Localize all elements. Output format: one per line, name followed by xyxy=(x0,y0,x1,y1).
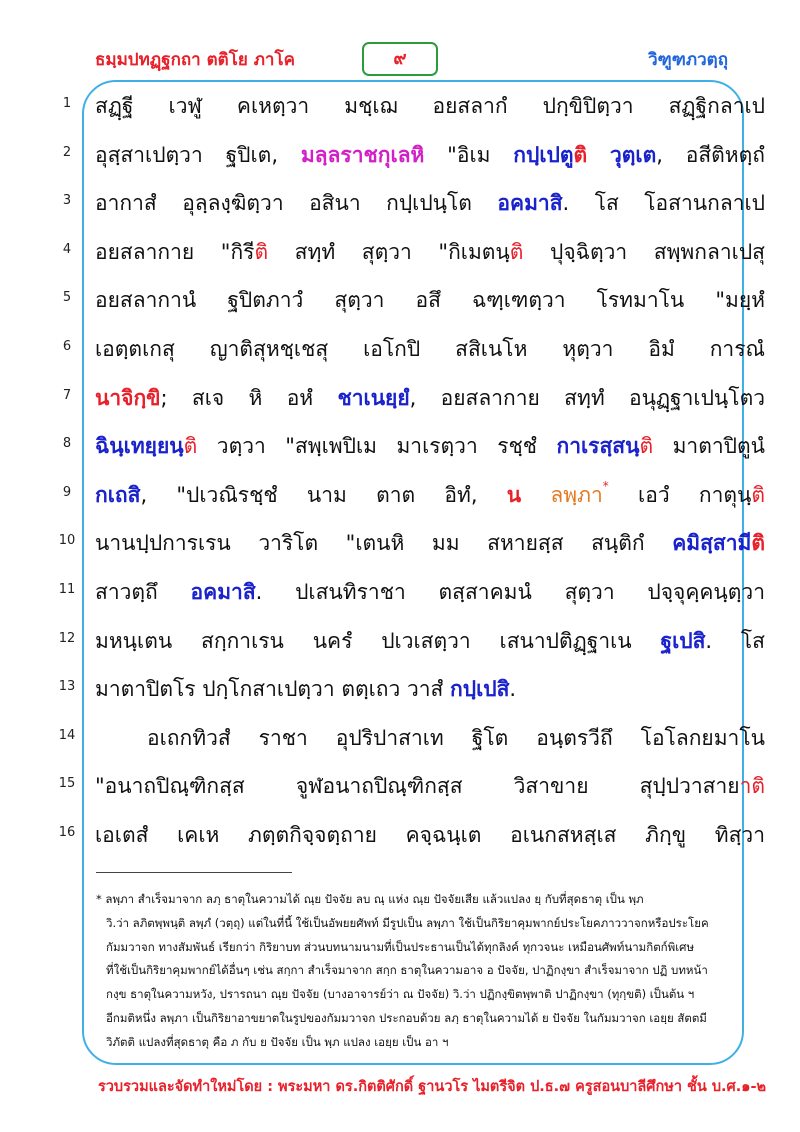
line-number: 15 xyxy=(58,776,76,792)
footnote-line: ที่ใช้เป็นกิริยาคุมพากย์ได้อื่นๆ เช่น สกฺกา สำเร็จมาจาก สกฺก ธาตุในความอาจ อ ปัจจัย, ปาฏิกงฺขา สำเร็จมาจาก ปฏิ บทหน้า xyxy=(106,963,708,978)
page-number-box: ๙ xyxy=(362,42,438,76)
text-segment: , อยสลากาย สทฺทํ อนุฏฺฐาเปนฺโตว xyxy=(409,385,766,410)
text-segment: . โส โอสานกลาเป xyxy=(562,191,765,216)
line-number: 11 xyxy=(58,582,76,597)
text-segment: ; สเจ หิ อหํ xyxy=(160,385,338,410)
highlighted-word: ติ xyxy=(639,434,654,459)
line-text xyxy=(95,625,765,658)
text-segment: อากาสํ อุลฺลงฺฆิตฺวา อสินา กปฺเปนฺโต xyxy=(95,191,498,216)
text-line xyxy=(40,519,800,567)
text-segment: สทฺทํ สุตฺวา "กิเมตนฺ xyxy=(268,239,510,264)
text-line xyxy=(40,422,800,470)
highlighted-word: น xyxy=(506,482,522,507)
highlighted-word: ติ xyxy=(751,482,766,507)
text-segment: "อิเม xyxy=(424,142,514,167)
text-segment: มาตาปิตโร ปกฺโกสาเปตฺวา ตตฺเถว วาสํ xyxy=(95,677,451,702)
text-segment: อเถกทิวสํ ราชา อุปริปาสาเท ฐิโต อนฺตรวีถึ โอโลกยมาโน xyxy=(147,725,765,750)
line-number: 8 xyxy=(62,436,72,452)
text-segment: , อสีติหตฺถํ xyxy=(656,142,765,167)
text-segment: มหนฺเตน สกฺกาเรน นครํ ปเวเสตฺวา เสนาปติฏฺฐาเน xyxy=(95,628,661,653)
text-line xyxy=(40,665,800,713)
highlighted-word: วุตฺเต xyxy=(609,142,657,167)
highlighted-word: อคมาสิ xyxy=(190,580,256,604)
line-number: 6 xyxy=(62,339,72,354)
footnote-line: วิภัตติ แปลงที่สุดธาตุ คือ ภ กับ ย ปัจจัย เป็น พฺภ แปลง เอยฺย เป็น อา ฯ xyxy=(106,1034,449,1049)
highlighted-word: คมิสฺสามี xyxy=(672,531,752,556)
highlighted-word: ติ xyxy=(751,531,765,556)
highlighted-word: กปฺเปตู xyxy=(513,142,574,167)
line-number: 3 xyxy=(62,193,72,209)
text-segment: อุสฺสาเปตฺวา ฐปิเต, xyxy=(95,142,301,167)
line-text xyxy=(95,430,765,463)
footer-credit: รวบรวมและจัดทำใหม่โดย : พระมหา ดร.กิตติศักดิ์ ฐานวโร ไมตรีจิต ป.ธ.๗ ครูสอนบาลีศึกษา ชั้น บ.ศ.๑-๒ xyxy=(98,1079,767,1095)
header-right-title: วิฑูฑภวตฺถุ xyxy=(648,50,728,70)
text-segment: เอตฺตเกสุ ญาติสุหชฺเชสุ เอโกปิ สสิเนโห หุตฺวา อิมํ การณํ xyxy=(95,337,765,361)
line-text xyxy=(95,576,765,609)
text-segment: วตฺวา "สพฺเพปิเม มาเรตฺวา รชฺชํ xyxy=(197,434,557,459)
line-number: 2 xyxy=(62,144,72,160)
text-segment xyxy=(587,143,610,167)
line-text xyxy=(95,382,765,415)
line-number: 14 xyxy=(58,727,76,743)
line-text xyxy=(95,139,765,172)
text-line xyxy=(40,82,800,130)
highlighted-word: ลพฺภา xyxy=(550,482,603,507)
line-text xyxy=(95,187,765,220)
line-text xyxy=(95,479,765,512)
highlighted-word: ฉินฺเทยฺยนฺ xyxy=(95,434,184,459)
footnote-line: * ลพฺภา สำเร็จมาจาก ลภฺ ธาตุในความได้ ณฺย ปัจจัย ลบ ณฺ แห่ง ณฺย ปัจจัยเสีย แล้วแปลง ยฺ กับที่สุดธาตุ เป็น พฺภ xyxy=(96,892,644,906)
line-number: 12 xyxy=(58,630,76,646)
text-line xyxy=(40,714,800,762)
text-line xyxy=(40,276,800,324)
text-segment: "อนาถปิณฺฑิกสฺส จูฬอนาถปิณฺฑิกสฺส วิสาขาย สุปฺปวาสาย xyxy=(95,774,740,799)
highlighted-word: กาเรสฺสนฺ xyxy=(556,434,640,459)
highlighted-word: ติ xyxy=(183,434,198,459)
footnote-line: อีกมติหนึ่ง ลพฺภา เป็นกิริยาอาขยาตในรูปของกัมมวาจก ประกอบด้วย ลภฺ ธาตุในความได้ ย ปัจจัย ในกัมมวาจก เอยฺย สัตตมี xyxy=(106,1011,707,1025)
line-text xyxy=(95,673,765,706)
text-segment: . xyxy=(509,677,517,702)
text-segment: , "ปเวณิรชฺชํ นาม ตาต อิทํ, xyxy=(140,482,507,507)
line-number: 4 xyxy=(62,241,72,257)
highlighted-word: อคมาสิ xyxy=(497,191,563,216)
line-text xyxy=(95,90,765,123)
highlighted-word: ฐเปสิ xyxy=(660,628,706,653)
highlighted-word: าติ xyxy=(739,774,765,799)
footnote-line: กัมมวาจก ทางสัมพันธ์ เรียกว่า กิริยาบท ส่วนบทนามนามที่เป็นประธานเป็นได้ทุกลิงค์ ทุกวจนะ เหมือนศัพท์นามกิตก์พิเศษ xyxy=(106,939,695,954)
line-text xyxy=(95,722,765,755)
line-text xyxy=(95,527,765,560)
text-line xyxy=(40,325,800,373)
text-segment: . ปเสนทิราชา ตสฺสาคมนํ สุตฺวา ปจฺจุคฺคนฺตฺวา xyxy=(255,580,765,604)
text-segment: ปุจฺฉิตฺวา สพฺพกลาเปสุ xyxy=(523,239,765,264)
line-text xyxy=(95,770,765,803)
line-number: 10 xyxy=(58,533,76,549)
footnote-line: วิ.ว่า ลภิตพฺพนฺติ ลพฺภํ (วตฺถุ) แต่ในที่นี้ ใช้เป็นอัพยยศัพท์ มีรูปเป็น ลพฺภา ใช้เป็นกิริยาคุมพากย์ประโยคภาววาจกหรือประโยค xyxy=(106,915,709,930)
text-line xyxy=(40,811,800,859)
text-line xyxy=(40,568,800,616)
highlighted-word: กปฺเปสิ xyxy=(450,677,510,702)
highlighted-word: * xyxy=(602,478,609,493)
highlighted-word: ติ xyxy=(254,239,269,264)
text-line xyxy=(40,374,800,422)
text-line xyxy=(40,762,800,810)
text-segment: . โส xyxy=(705,628,765,653)
footnote-line: กงฺข ธาตุในความหวัง, ปรารถนา ณฺย ปัจจัย (บางอาจารย์ว่า ณ ปัจจัย) วิ.ว่า ปฏิกงฺขิตพฺพาติ ปาฏิกงฺขา (ทุกฺขติ) เป็นต้น ฯ xyxy=(106,987,695,1002)
highlighted-word: นาจิกฺขิ xyxy=(95,385,161,410)
header-left-title: ธมฺมปทฏฺฐกถา ตติโย ภาโค xyxy=(95,50,295,70)
highlighted-word: กเถสิ xyxy=(95,482,141,507)
text-segment: นานปฺปการเรน วาริโต "เตนหิ มม สหายสฺส สนฺติกํ xyxy=(95,531,673,556)
line-number: 16 xyxy=(58,825,76,840)
text-segment: เอเตสํ เคเห ภตฺตกิจฺจตฺถาย คจฺฉนฺเต อเนกสหสฺเส ภิกฺขู ทิสฺวา xyxy=(95,823,765,847)
text-line xyxy=(40,131,800,179)
text-line xyxy=(40,471,800,519)
highlighted-word: ติ xyxy=(573,142,588,167)
line-number: 5 xyxy=(62,290,72,306)
line-text xyxy=(95,236,765,269)
text-line xyxy=(40,617,800,665)
highlighted-word: ชาเนยฺยํ xyxy=(337,385,410,410)
text-segment: สฏฺฐี เวฬู คเหตฺวา มชฺเฌ อยสลากํ ปกฺขิปิตฺวา สฏฺฐิกลาเป xyxy=(95,94,765,118)
text-segment: สาวตฺถึ xyxy=(95,580,191,604)
line-number: 1 xyxy=(62,96,72,111)
line-text xyxy=(95,284,765,317)
text-segment xyxy=(521,483,550,507)
highlighted-word: มลฺลราชกุเลหิ xyxy=(300,142,425,167)
text-segment: อยสลากาย "กิรี xyxy=(95,239,255,264)
footnote-rule xyxy=(96,872,292,873)
highlighted-word: ติ xyxy=(509,239,524,264)
line-number: 13 xyxy=(58,679,76,695)
text-segment: มาตาปิตูนํ xyxy=(653,434,765,459)
line-text xyxy=(95,819,765,852)
line-number: 7 xyxy=(62,387,72,403)
text-line xyxy=(40,228,800,276)
text-segment: อยสลากานํ ฐปิตภาวํ สุตฺวา อสึ ฉฑฺเฑตฺวา โรทมาโน "มยฺหํ xyxy=(95,288,765,313)
text-segment: เอวํ กาตุนฺ xyxy=(608,482,752,507)
text-line xyxy=(40,179,800,227)
line-text xyxy=(95,333,765,366)
line-number: 9 xyxy=(62,484,72,500)
